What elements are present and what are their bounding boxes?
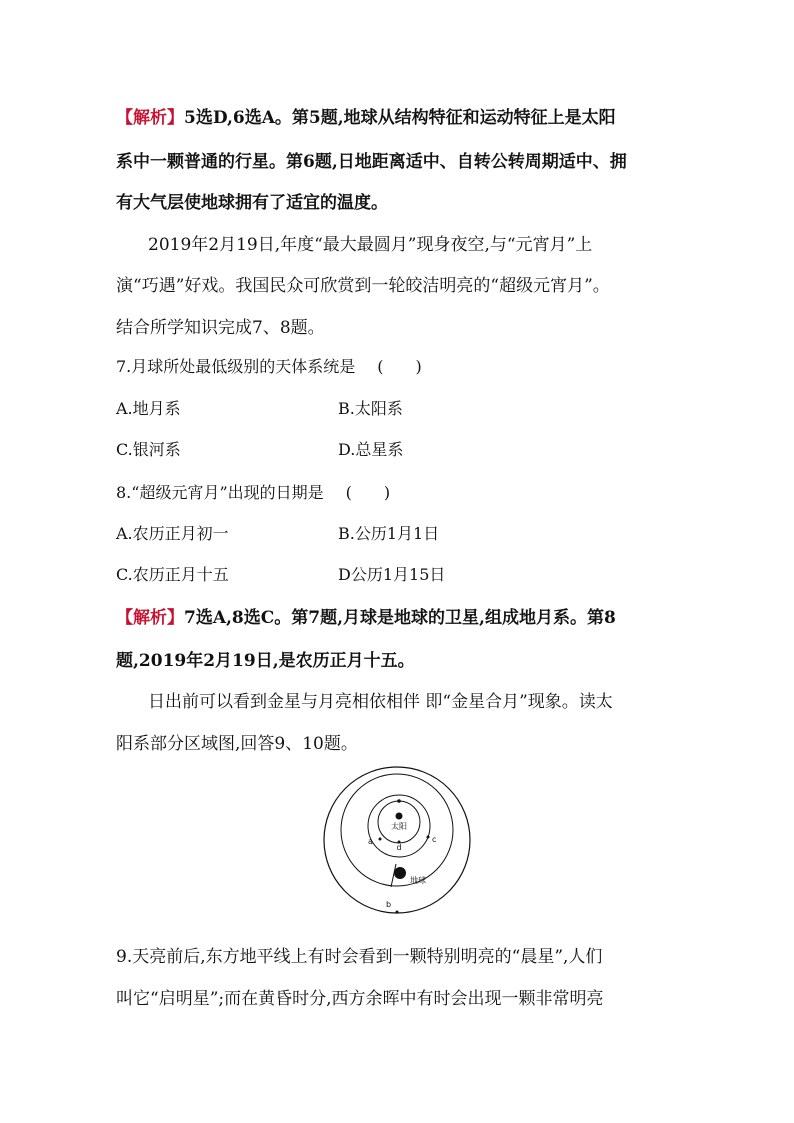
analysis-2-line-1 — [116, 606, 616, 630]
label-a: a — [368, 837, 373, 846]
planet-dot-a — [379, 838, 382, 841]
q7-option-c: C.银河系 — [116, 440, 181, 459]
intro-2-line-2: 阳系部分区域图,回答9、10题。 — [116, 734, 358, 754]
intro-1-line-1: 2019年2月19日,年度“最大最圆月”现身夜空,与“元宵月”上 — [148, 235, 593, 255]
question-9-line-2: 叫它“启明星”;而在黄昏时分,西方余晖中有时会出现一颗非常明亮 — [116, 989, 604, 1009]
answer-paren: ( ) — [377, 357, 422, 376]
question-9-line-1: 9.天亮前后,东方地平线上有时会看到一颗特别明亮的“晨星”,人们 — [116, 947, 603, 967]
q8-option-d: D公历1月15日 — [338, 565, 446, 584]
intro-1-line-3: 结合所学知识完成7、8题。 — [116, 318, 325, 338]
q7-option-d: D.总星系 — [338, 440, 404, 459]
sun-marker — [396, 813, 403, 820]
sun-label: 太阳 — [391, 822, 407, 831]
label-b: b — [386, 900, 392, 909]
q7-option-b: B.太阳系 — [338, 399, 403, 418]
label-c: c — [432, 835, 437, 844]
label-d: d — [396, 843, 402, 852]
analysis-1-line-2: 系中一颗普通的行星。第6题,日地距离适中、自转公转周期适中、拥 — [116, 152, 627, 172]
planet-dot-top — [397, 799, 401, 803]
q7-option-a: A.地月系 — [116, 399, 181, 418]
q8-option-a: A.农历正月初一 — [116, 524, 229, 543]
analysis-tag: 【解析】 — [116, 108, 184, 128]
intro-2-line-1: 日出前可以看到金星与月亮相依相伴 即“金星合月”现象。读太 — [148, 692, 613, 712]
question-7-text: 7.月球所处最低级别的天体系统是 — [116, 357, 356, 376]
q8-option-b: B.公历1月1日 — [338, 524, 440, 543]
question-8-text: 8.“超级元宵月”出现的日期是 — [116, 483, 324, 502]
solar-system-diagram — [322, 765, 472, 915]
planet-dot-b — [396, 911, 399, 914]
intro-1-line-2: 演“巧遇”好戏。我国民众可欣赏到一轮皎洁明亮的“超级元宵月”。 — [116, 276, 610, 296]
q8-option-c: C.农历正月十五 — [116, 565, 229, 584]
analysis-1-line-1 — [116, 106, 616, 130]
answer-paren: ( ) — [345, 483, 391, 502]
analysis-text: 7选A,8选C。第7题,月球是地球的卫星,组成地月系。第8 — [184, 608, 616, 628]
question-8-stem — [116, 481, 390, 505]
analysis-1-line-3: 有大气层使地球拥有了适宜的温度。 — [116, 193, 388, 213]
earth-marker — [394, 867, 406, 879]
question-7-stem — [116, 355, 422, 379]
outer-orbit — [324, 767, 470, 913]
earth-label: 地球 — [410, 876, 426, 885]
planet-dot-c — [427, 836, 430, 839]
analysis-2-line-2: 题,2019年2月19日,是农历正月十五。 — [116, 651, 415, 671]
analysis-tag: 【解析】 — [116, 608, 184, 628]
analysis-text: 5选D,6选A。第5题,地球从结构特征和运动特征上是太阳 — [184, 108, 616, 128]
